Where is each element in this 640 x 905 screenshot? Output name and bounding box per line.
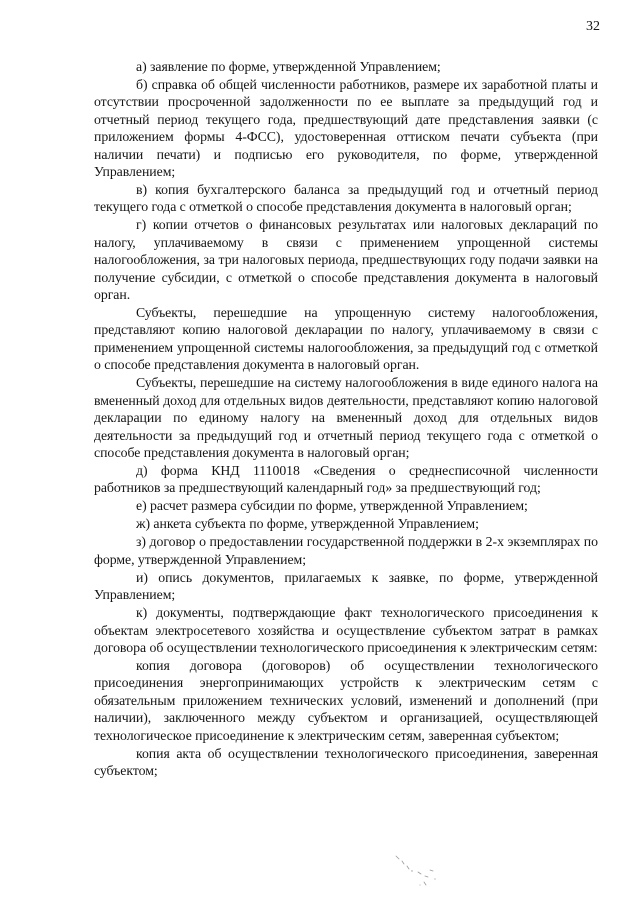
paragraph-contract-copy: копия договора (договоров) об осуществлении технологического присоединения энергопринимающих устройств к электрическим сетям с обязательным приложением технических условий, изменений и дополнений (при наличии), заключенного между субъектом и организацией, осуществляющей технологическое присоединение к электрическим сетям, заверенная субъектом; [94,657,598,743]
paragraph-item-v: в) копия бухгалтерского баланса за предыдущий год и отчетный период текущего года с отметкой о способе представления документа в налоговый орган; [94,182,598,215]
paragraph-item-z: з) договор о предоставлении государственной поддержки в 2-х экземплярах по форме, утвержденной Управлением; [94,534,598,567]
paragraph-item-k: к) документы, подтверждающие факт технологического присоединения к объектам электросетевого хозяйства и осуществление субъектом затрат в рамках договора об осуществлении технологического присоединения к электрическим сетям: [94,605,598,655]
paragraph-act-copy: копия акта об осуществлении технологического присоединения, заверенная субъектом; [94,745,598,778]
paragraph-simplified-tax: Субъекты, перешедшие на упрощенную систему налогообложения, представляют копию налоговой декларации по налогу, уплачиваемому в связи с применением упрощенной системы налогообложения, за предыдущий год с отметкой о способе представления документа в налоговый орган. [94,305,598,373]
paragraph-item-g: г) копии отчетов о финансовых результатах или налоговых деклараций по налогу, уплачиваемому в связи с применением упрощенной системы налогообложения, за три налоговых периода, предшествующих году подачи заявки на получение субсидии, с отметкой о способе представления документа в налоговый орган. [94,217,598,303]
paragraph-item-zh: ж) анкета субъекта по форме, утвержденной Управлением; [136,516,479,532]
page-number: 32 [586,19,600,34]
document-body [94,58,598,780]
paragraph-imputed-tax: Субъекты, перешедшие на систему налогообложения в виде единого налога на вмененный доход для отдельных видов деятельности, представляют копию налоговой декларации по единому налогу на вмененный доход для отдельных видов деятельности за предыдущий год и отчетный период текущего года с отметкой о способе представления документа в налоговый орган; [94,375,598,460]
paragraph-item-a: а) заявление по форме, утвержденной Управлением; [136,59,441,74]
paragraph-item-d: д) форма КНД 1110018 «Сведения о среднесписочной численности работников за предшествующий календарный год» за предшествующий год; [94,462,598,496]
paragraph-item-i: и) опись документов, прилагаемых к заявке, по форме, утвержденной Управлением; [94,569,598,603]
paragraph-item-e: е) расчет размера субсидии по форме, утвержденной Управлением; [136,498,528,514]
scan-artifact-marks [390,852,450,892]
paragraph-item-b: б) справка об общей численности работников, размере их заработной платы и отсутствии просроченной задолженности по ее выплате за предыдущий год и отчетный период текущего года, предшествующий дате представления заявки (с приложением формы 4-ФСС), удостоверенная оттиском печати субъекта (при наличии печати) и подписью его руководителя, по форме, утвержденной Управлением; [94,77,598,180]
